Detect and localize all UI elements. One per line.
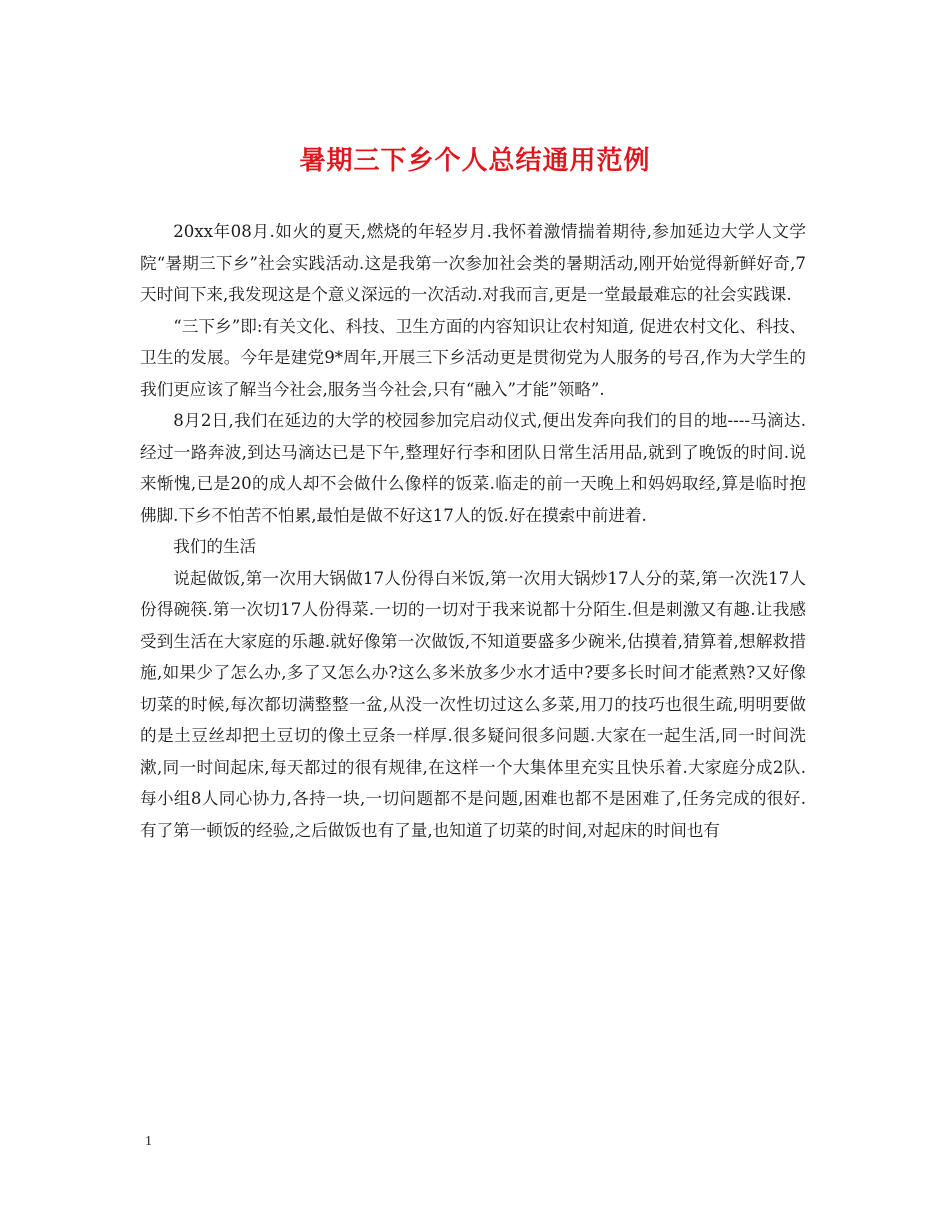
page-number: 1 bbox=[145, 1134, 152, 1149]
paragraph-sanxiaxiang: “三下乡”即:有关文化、科技、卫生方面的内容知识让农村知道, 促进农村文化、科技、卫生的发展。今年是建党9*周年,开展三下乡活动更是贯彻党为人服务的号召,作为大学生的我们更应该了解当今社会,服务当今社会,只有“融入”才能”领略”. bbox=[140, 316, 806, 399]
document-body bbox=[140, 216, 806, 846]
document-title: 暑期三下乡个人总结通用范例 bbox=[299, 146, 651, 176]
paragraph-cooking: 说起做饭,第一次用大锅做17人份得白米饭,第一次用大锅炒17人分的菜,第一次洗17人份得碗筷.第一次切17人份得菜.一切的一切对于我来说都十分陌生.但是刺激又有趣.让我感受到生活在大家庭的乐趣.就好像第一次做饭,不知道要盛多少碗米,估摸着,猜算着,想解救措施,如果少了怎么办,多了又怎么办?这么多米放多少水才适中?要多长时间才能煮熟?又好像切菜的时候,每次都切满整整一盆,从没一次性切过这么多菜,用刀的技巧也很生疏,明明要做的是土豆丝却把土豆切的像土豆条一样厚.很多疑问很多问题.大家在一起生活,同一时间洗漱,同一时间起床,每天都过的很有规律,在这样一个大集体里充实且快乐着.大家庭分成2队.每小组8人同心协力,各持一块,一切问题都不是问题,困难也都不是困难了,任务完成的很好.有了第一顿饭的经验,之后做饭也有了量,也知道了切菜的时间,对起床的时间也有 bbox=[140, 568, 806, 840]
section-heading-our-life: 我们的生活 bbox=[173, 537, 257, 556]
paragraph-aug-2: 8月2日,我们在延边的大学的校园参加完启动仪式,便出发奔向我们的目的地----马滴达.经过一路奔波,到达马滴达已是下午,整理好行李和团队日常生活用品,就到了晚饭的时间.说来惭愧,已是20的成人却不会做什么像样的饭菜.临走的前一天晚上和妈妈取经,算是临时抱佛脚.下乡不怕苦不怕累,最怕是做不好这17人的饭.好在摸索中前进着. bbox=[140, 411, 806, 525]
paragraph-intro: 20xx年08月.如火的夏天,燃烧的年轻岁月.我怀着激情揣着期待,参加延边大学人文学院“暑期三下乡”社会实践活动.这是我第一次参加社会类的暑期活动,刚开始觉得新鲜好奇,7天时间下来,我发现这是个意义深远的一次活动.对我而言,更是一堂最最难忘的社会实践课. bbox=[140, 222, 806, 304]
